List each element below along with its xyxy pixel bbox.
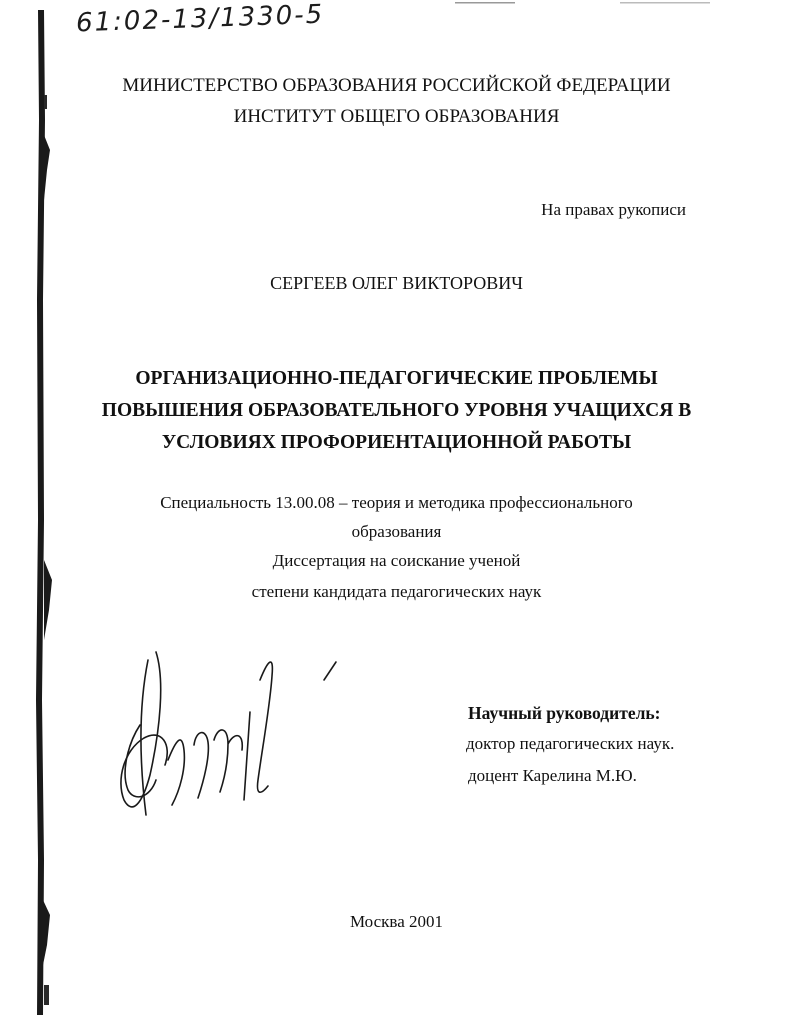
supervisor-degree: доктор педагогических наук. (466, 734, 675, 753)
specialty-line-2: образования (351, 522, 442, 541)
title-line-2: ПОВЫШЕНИЯ ОБРАЗОВАТЕЛЬНОГО УРОВНЯ УЧАЩИХСЯ В (101, 400, 692, 421)
city-year: Москва 2001 (349, 912, 444, 931)
ministry-heading: МИНИСТЕРСТВО ОБРАЗОВАНИЯ РОССИЙСКОЙ ФЕДЕРАЦИИ (122, 75, 671, 96)
manuscript-note: На правах рукописи (541, 200, 686, 219)
supervisor-label: Научный руководитель: (468, 703, 661, 723)
archive-code: 61:02-13/1330-5 (75, 0, 325, 39)
supervisor-name: доцент Карелина М.Ю. (468, 766, 637, 785)
handwritten-signature (110, 640, 350, 840)
institute-heading: ИНСТИТУТ ОБЩЕГО ОБРАЗОВАНИЯ (233, 106, 560, 127)
title-line-3: УСЛОВИЯХ ПРОФОРИЕНТАЦИОННОЙ РАБОТЫ (161, 432, 632, 453)
supervisor-block (466, 703, 674, 786)
author-name: СЕРГЕЕВ ОЛЕГ ВИКТОРОВИЧ (270, 273, 523, 293)
dissertation-line-1: Диссертация на соискание ученой (272, 551, 521, 570)
dissertation-line-2: степени кандидата педагогических наук (251, 582, 542, 601)
title-line-1: ОРГАНИЗАЦИОННО-ПЕДАГОГИЧЕСКИЕ ПРОБЛЕМЫ (135, 368, 658, 389)
specialty-line-1: Специальность 13.00.08 – теория и методика профессионального (160, 493, 633, 512)
